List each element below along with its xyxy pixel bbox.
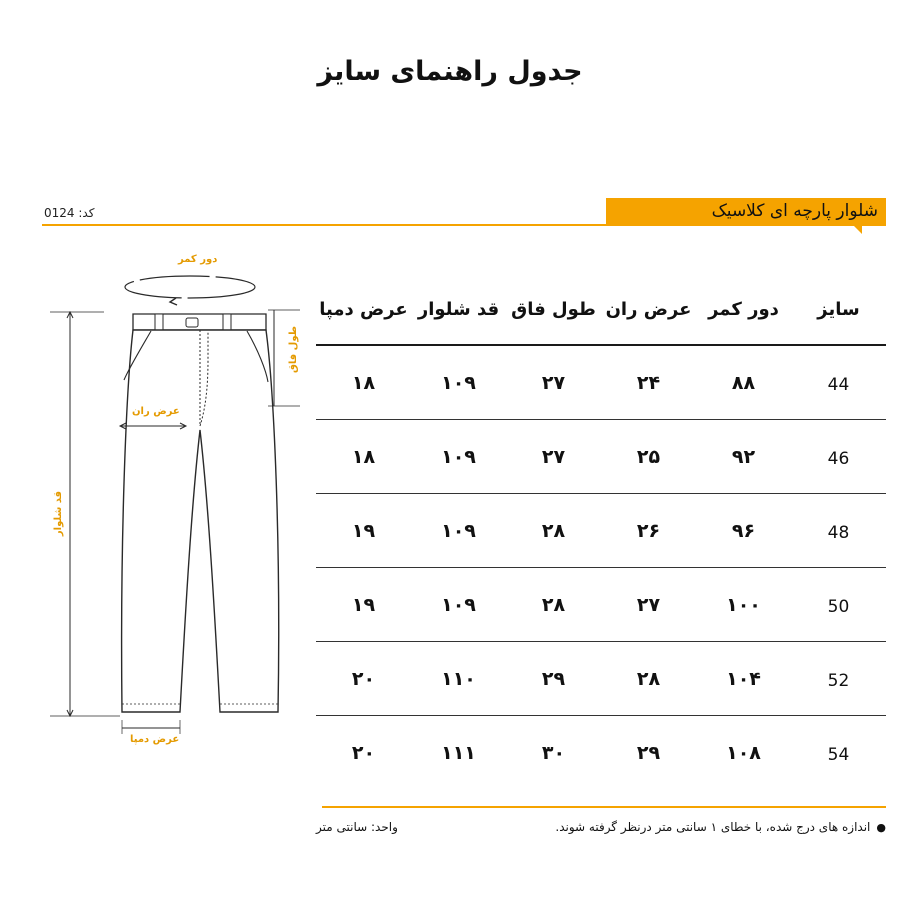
trousers-diagram xyxy=(0,240,310,760)
page-title: جدول راهنمای سایز xyxy=(317,56,583,87)
cell-size: 46 xyxy=(791,420,886,494)
cell-hem: ۲۰ xyxy=(316,642,411,716)
header-waist: دور کمر xyxy=(696,275,791,345)
cell-hem: ۱۸ xyxy=(316,345,411,420)
table-row xyxy=(316,494,886,568)
cell-thigh: ۲۵ xyxy=(601,420,696,494)
cell-hem: ۱۹ xyxy=(316,568,411,642)
cell-rise: ۲۸ xyxy=(506,494,601,568)
cell-thigh: ۲۷ xyxy=(601,568,696,642)
product-code: کد: 0124 xyxy=(44,206,95,220)
cell-length: ۱۱۰ xyxy=(411,642,506,716)
cell-hem: ۱۹ xyxy=(316,494,411,568)
button xyxy=(186,318,198,327)
belt-loop xyxy=(223,314,231,332)
cell-waist: ۹۲ xyxy=(696,420,791,494)
footer-note xyxy=(555,820,886,834)
cell-waist: ۱۰۴ xyxy=(696,642,791,716)
size-table xyxy=(316,275,886,789)
cell-thigh: ۲۸ xyxy=(601,642,696,716)
cell-length: ۱۱۱ xyxy=(441,741,476,764)
cell-thigh: ۲۹ xyxy=(636,741,661,764)
cell-waist: ۸۸ xyxy=(696,345,791,420)
header-rise: طول فاق xyxy=(506,275,601,345)
label-length: قد شلوار xyxy=(53,490,65,537)
footer-note-text: اندازه های درج شده، با خطای ۱ سانتی متر درنظر گرفته شوند. xyxy=(555,820,871,834)
cell-rise: ۲۷ xyxy=(506,420,601,494)
header-hem: عرض دمپا xyxy=(316,275,411,345)
belt-loop xyxy=(155,314,163,332)
cell-hem: ۱۸ xyxy=(316,420,411,494)
cell-hem: ۲۰ xyxy=(351,741,376,764)
footer-unit: واحد: سانتی متر xyxy=(316,820,398,834)
tab-notch xyxy=(853,225,862,234)
waist-arrowhead xyxy=(170,298,177,305)
table-row xyxy=(316,568,886,642)
cell-size: 44 xyxy=(791,345,886,420)
cell-rise: ۲۹ xyxy=(506,642,601,716)
cell-size: 52 xyxy=(791,642,886,716)
cell-rise: ۲۸ xyxy=(506,568,601,642)
trousers-drawing xyxy=(0,240,310,760)
header-length: قد شلوار xyxy=(411,275,506,345)
cell-waist: ۱۰۸ xyxy=(726,741,761,764)
table-row xyxy=(316,642,886,716)
product-name-tab xyxy=(606,198,886,225)
table-row xyxy=(316,345,886,420)
cell-rise: ۲۷ xyxy=(506,345,601,420)
table-header-row xyxy=(316,275,886,345)
header-size: سایز xyxy=(791,275,886,345)
cell-size: 54 xyxy=(827,744,850,765)
product-name: شلوار پارچه ای کلاسیک xyxy=(711,201,878,221)
cell-length: ۱۰۹ xyxy=(411,345,506,420)
label-hem: عرض دمپا xyxy=(130,734,180,745)
cell-size: 48 xyxy=(791,494,886,568)
cell-size: 50 xyxy=(791,568,886,642)
cell-thigh: ۲۴ xyxy=(601,345,696,420)
cell-length: ۱۰۹ xyxy=(411,420,506,494)
waist-ellipse xyxy=(125,276,255,298)
table-row xyxy=(316,716,886,790)
label-thigh: عرض ران xyxy=(132,406,180,417)
label-rise: طول فاق xyxy=(288,325,300,374)
cell-thigh: ۲۶ xyxy=(601,494,696,568)
footer-divider xyxy=(322,806,886,808)
header-thigh: عرض ران xyxy=(601,275,696,345)
cell-waist: ۱۰۰ xyxy=(696,568,791,642)
bullet-icon: ● xyxy=(876,821,886,834)
cell-length: ۱۰۹ xyxy=(411,568,506,642)
cell-rise: ۳۰ xyxy=(541,741,566,764)
table-row xyxy=(316,420,886,494)
waistband xyxy=(133,314,266,330)
cell-waist: ۹۶ xyxy=(696,494,791,568)
cell-length: ۱۰۹ xyxy=(411,494,506,568)
label-waist: دور کمر xyxy=(178,254,218,265)
